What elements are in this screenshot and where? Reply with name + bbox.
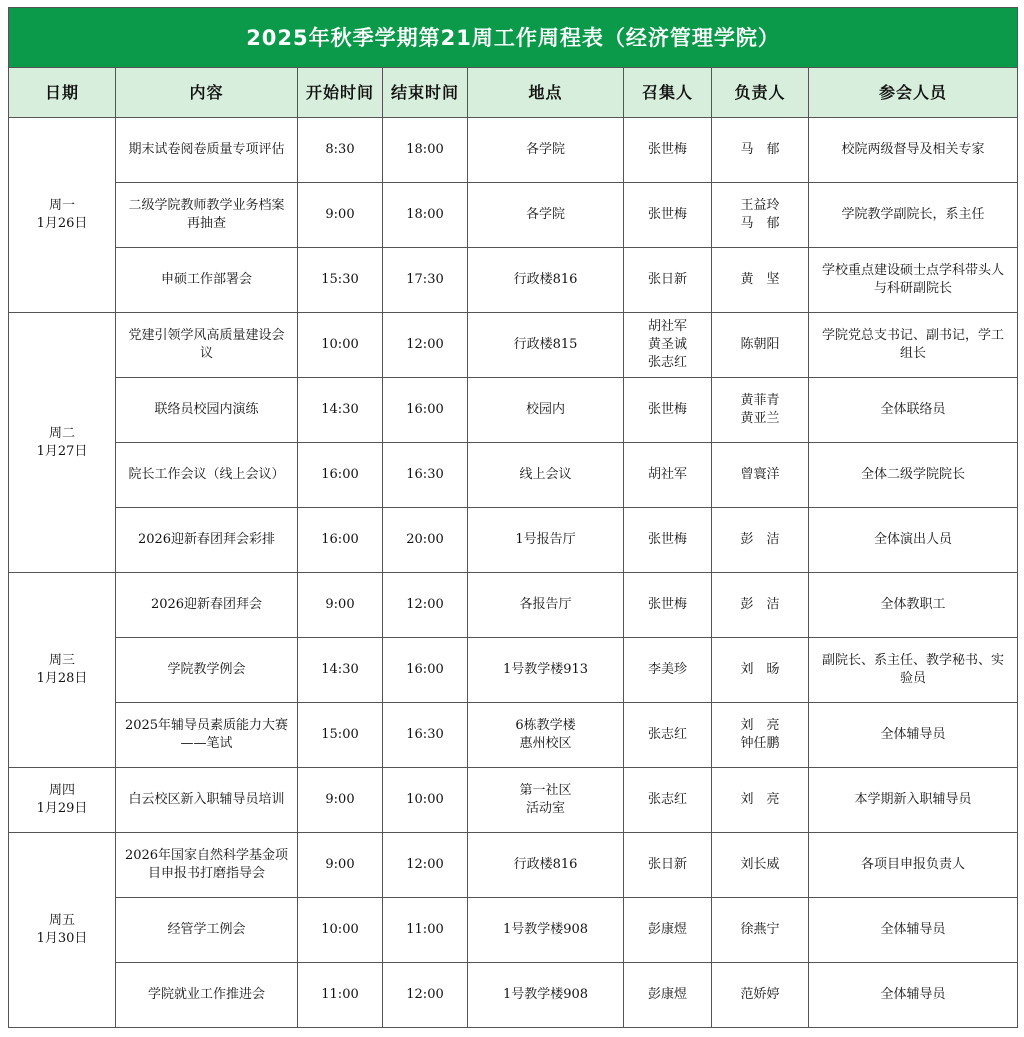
start-time-cell: 9:00 (298, 573, 383, 638)
schedule-row (9, 508, 1018, 573)
attendees-cell: 全体教职工 (809, 573, 1018, 638)
location-cell: 各报告厅 (468, 573, 624, 638)
start-time-cell: 10:00 (298, 898, 383, 963)
convener-cell: 张日新 (624, 833, 712, 898)
end-time-cell: 20:00 (383, 508, 468, 573)
start-time-cell: 14:30 (298, 638, 383, 703)
event-content-cell: 2026迎新春团拜会 (116, 573, 298, 638)
column-header-owner: 负责人 (712, 68, 809, 118)
attendees-cell: 全体辅导员 (809, 703, 1018, 768)
owner-cell: 黄 坚 (712, 248, 809, 313)
day-cell: 周四 1月29日 (9, 768, 116, 833)
start-time-cell: 8:30 (298, 118, 383, 183)
end-time-cell: 17:30 (383, 248, 468, 313)
event-content-cell: 院长工作会议（线上会议） (116, 443, 298, 508)
event-content-cell: 2025年辅导员素质能力大赛 ——笔试 (116, 703, 298, 768)
location-cell: 行政楼816 (468, 833, 624, 898)
schedule-row (9, 118, 1018, 183)
convener-cell: 张世梅 (624, 183, 712, 248)
owner-cell: 刘 亮 (712, 768, 809, 833)
schedule-row (9, 183, 1018, 248)
convener-cell: 彭康煜 (624, 963, 712, 1028)
attendees-cell: 学院党总支书记、副书记，学工 组长 (809, 313, 1018, 378)
end-time-cell: 11:00 (383, 898, 468, 963)
location-cell: 1号教学楼908 (468, 963, 624, 1028)
owner-cell: 彭 洁 (712, 508, 809, 573)
convener-cell: 张世梅 (624, 508, 712, 573)
schedule-row (9, 768, 1018, 833)
location-cell: 1号教学楼913 (468, 638, 624, 703)
event-content-cell: 联络员校园内演练 (116, 378, 298, 443)
owner-cell: 王益玲 马 郁 (712, 183, 809, 248)
attendees-cell: 全体辅导员 (809, 963, 1018, 1028)
location-cell: 校园内 (468, 378, 624, 443)
day-cell: 周二 1月27日 (9, 313, 116, 573)
start-time-cell: 14:30 (298, 378, 383, 443)
column-header-start-time: 开始时间 (298, 68, 383, 118)
schedule-table (8, 7, 1018, 1028)
start-time-cell: 15:30 (298, 248, 383, 313)
schedule-row (9, 248, 1018, 313)
attendees-cell: 校院两级督导及相关专家 (809, 118, 1018, 183)
location-cell: 线上会议 (468, 443, 624, 508)
event-content-cell: 2026迎新春团拜会彩排 (116, 508, 298, 573)
location-cell: 1号报告厅 (468, 508, 624, 573)
owner-cell: 马 郁 (712, 118, 809, 183)
event-content-cell: 学院教学例会 (116, 638, 298, 703)
location-cell: 各学院 (468, 118, 624, 183)
owner-cell: 曾寰洋 (712, 443, 809, 508)
event-content-cell: 2026年国家自然科学基金项 目申报书打磨指导会 (116, 833, 298, 898)
schedule-row (9, 703, 1018, 768)
start-time-cell: 11:00 (298, 963, 383, 1028)
attendees-cell: 全体辅导员 (809, 898, 1018, 963)
convener-cell: 李美珍 (624, 638, 712, 703)
start-time-cell: 16:00 (298, 443, 383, 508)
event-content-cell: 期末试卷阅卷质量专项评估 (116, 118, 298, 183)
location-cell: 6栋教学楼 惠州校区 (468, 703, 624, 768)
convener-cell: 张日新 (624, 248, 712, 313)
schedule-row (9, 898, 1018, 963)
convener-cell: 张世梅 (624, 118, 712, 183)
attendees-cell: 学校重点建设硕士点学科带头人 与科研副院长 (809, 248, 1018, 313)
column-header-convener: 召集人 (624, 68, 712, 118)
column-header-date: 日期 (9, 68, 116, 118)
page-title: 2025年秋季学期第21周工作周程表（经济管理学院） (9, 8, 1018, 68)
day-cell: 周一 1月26日 (9, 118, 116, 313)
attendees-cell: 本学期新入职辅导员 (809, 768, 1018, 833)
schedule-row (9, 313, 1018, 378)
schedule-row (9, 443, 1018, 508)
end-time-cell: 12:00 (383, 833, 468, 898)
convener-cell: 胡社军 (624, 443, 712, 508)
end-time-cell: 12:00 (383, 573, 468, 638)
end-time-cell: 12:00 (383, 313, 468, 378)
schedule-row (9, 833, 1018, 898)
event-content-cell: 经管学工例会 (116, 898, 298, 963)
schedule-row (9, 963, 1018, 1028)
end-time-cell: 18:00 (383, 183, 468, 248)
event-content-cell: 二级学院教师教学业务档案 再抽查 (116, 183, 298, 248)
schedule-sheet (8, 7, 1017, 1028)
location-cell: 各学院 (468, 183, 624, 248)
column-header-content: 内容 (116, 68, 298, 118)
schedule-row (9, 378, 1018, 443)
owner-cell: 范娇婷 (712, 963, 809, 1028)
column-header-location: 地点 (468, 68, 624, 118)
start-time-cell: 9:00 (298, 183, 383, 248)
owner-cell: 黄菲青 黄亚兰 (712, 378, 809, 443)
start-time-cell: 9:00 (298, 833, 383, 898)
location-cell: 1号教学楼908 (468, 898, 624, 963)
attendees-cell: 全体二级学院院长 (809, 443, 1018, 508)
end-time-cell: 12:00 (383, 963, 468, 1028)
owner-cell: 彭 洁 (712, 573, 809, 638)
location-cell: 第一社区 活动室 (468, 768, 624, 833)
day-cell: 周三 1月28日 (9, 573, 116, 768)
owner-cell: 刘 亮 钟任鹏 (712, 703, 809, 768)
end-time-cell: 10:00 (383, 768, 468, 833)
attendees-cell: 全体演出人员 (809, 508, 1018, 573)
start-time-cell: 9:00 (298, 768, 383, 833)
end-time-cell: 16:30 (383, 703, 468, 768)
event-content-cell: 党建引领学风高质量建设会 议 (116, 313, 298, 378)
owner-cell: 徐燕宁 (712, 898, 809, 963)
end-time-cell: 16:00 (383, 378, 468, 443)
schedule-row (9, 573, 1018, 638)
column-header-end-time: 结束时间 (383, 68, 468, 118)
convener-cell: 张志红 (624, 703, 712, 768)
owner-cell: 刘长威 (712, 833, 809, 898)
end-time-cell: 16:30 (383, 443, 468, 508)
start-time-cell: 10:00 (298, 313, 383, 378)
attendees-cell: 学院教学副院长，系主任 (809, 183, 1018, 248)
schedule-body (9, 118, 1018, 1028)
start-time-cell: 16:00 (298, 508, 383, 573)
day-cell: 周五 1月30日 (9, 833, 116, 1028)
location-cell: 行政楼815 (468, 313, 624, 378)
start-time-cell: 15:00 (298, 703, 383, 768)
convener-cell: 张世梅 (624, 378, 712, 443)
event-content-cell: 申硕工作部署会 (116, 248, 298, 313)
end-time-cell: 16:00 (383, 638, 468, 703)
event-content-cell: 白云校区新入职辅导员培训 (116, 768, 298, 833)
owner-cell: 陈朝阳 (712, 313, 809, 378)
convener-cell: 张志红 (624, 768, 712, 833)
attendees-cell: 各项目申报负责人 (809, 833, 1018, 898)
convener-cell: 胡社军 黄圣诚 张志红 (624, 313, 712, 378)
owner-cell: 刘 旸 (712, 638, 809, 703)
attendees-cell: 全体联络员 (809, 378, 1018, 443)
end-time-cell: 18:00 (383, 118, 468, 183)
location-cell: 行政楼816 (468, 248, 624, 313)
attendees-cell: 副院长、系主任、教学秘书、实 验员 (809, 638, 1018, 703)
convener-cell: 彭康煜 (624, 898, 712, 963)
schedule-row (9, 638, 1018, 703)
event-content-cell: 学院就业工作推进会 (116, 963, 298, 1028)
convener-cell: 张世梅 (624, 573, 712, 638)
column-header-attendees: 参会人员 (809, 68, 1018, 118)
